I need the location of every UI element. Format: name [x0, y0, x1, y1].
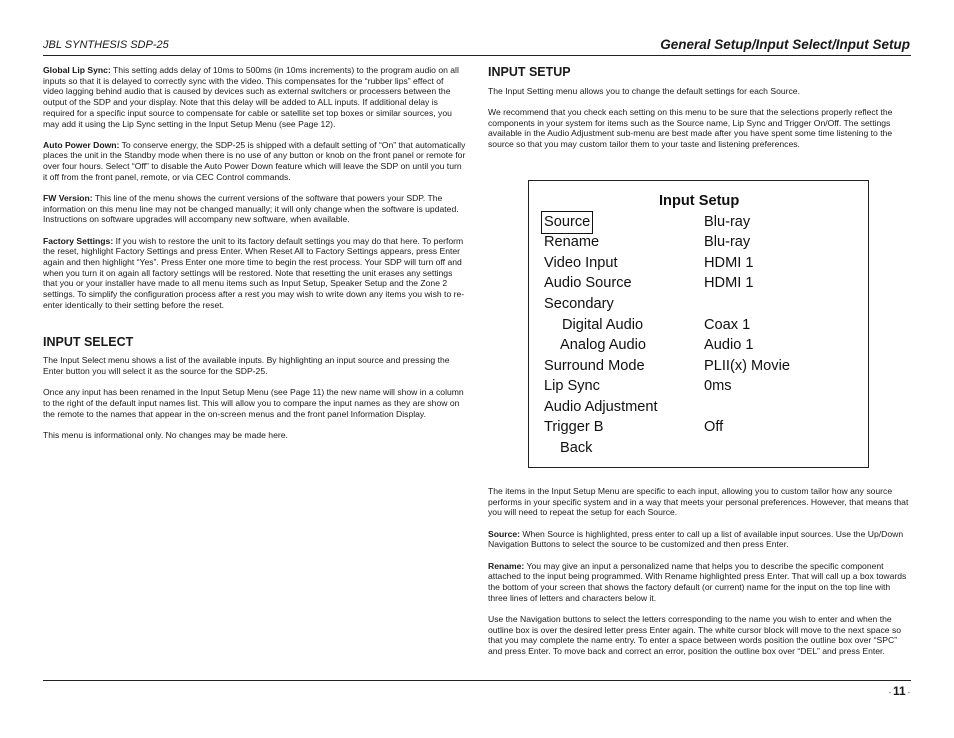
input-setup-heading: INPUT SETUP	[488, 65, 571, 79]
source-paragraph	[488, 529, 911, 550]
input-select-paragraph-3: This menu is informational only. No changes may be made here.	[43, 429, 288, 440]
header-section-title: General Setup/Input Select/Input Setup	[660, 37, 910, 52]
auto-power-down-paragraph	[43, 140, 466, 183]
factory-settings-text: If you wish to restore the unit to its factory default settings you may do that here. To perform the reset, highlight Factory Settings and press Enter. When Reset All to Factory Settings appears, press Enter again and then highlight “Yes”. Press Enter one more time to begin the rest process. Your SDP will turn off and when you turn it on again all factory settings will be restored. Note that resetting the unit erases any settings that you or your installer have made to all menu items such as Input Setup, Speaker Setup and the Zone 2 settings. To simplify the configuration process after a rest you may wish to write down any items you wish to re-enter identically to their setting before the reset.	[43, 235, 465, 310]
menu-label-secondary: Secondary	[544, 296, 614, 312]
term-factory-settings: Factory Settings:	[43, 235, 114, 246]
page-dash-right: -	[905, 690, 910, 697]
menu-label-rename: Rename	[544, 234, 600, 250]
input-setup-menu-screenshot	[528, 180, 869, 468]
fw-version-paragraph	[43, 193, 466, 225]
navigation-paragraph: Use the Navigation buttons to select the letters corresponding to the name you wish to enter and when the outline box is over the desired letter press Enter again. The white cursor block will move to the next space so that you may complete the name entry. To enter a space between words position the outline box over “SPC” and press Enter. To move back and correct an error, position the outline box over “DEL” and press Enter.	[488, 613, 902, 656]
menu-value-source: Blu-ray	[704, 214, 751, 230]
menu-value-audio-source: HDMI 1	[704, 275, 754, 291]
left-column	[43, 65, 466, 451]
menu-label-audio-source: Audio Source	[544, 275, 632, 291]
source-text: When Source is highlighted, press enter to call up a list of available input sources. Use the Up/Down Navigation Buttons to select the source to be customized and then press Enter.	[488, 528, 904, 550]
input-setup-paragraph-1: The Input Setting menu allows you to change the default settings for each Source.	[488, 85, 800, 96]
menu-label-digital-audio: Digital Audio	[562, 317, 644, 333]
term-global-lip-sync: Global Lip Sync:	[43, 65, 111, 75]
menu-label-source: Source	[542, 212, 592, 233]
rename-paragraph	[488, 561, 911, 604]
menu-value-analog-audio: Audio 1	[704, 337, 754, 353]
page-number-value: 11	[893, 684, 906, 698]
menu-label-video-input: Video Input	[544, 255, 618, 271]
menu-label-analog-audio: Analog Audio	[560, 337, 647, 353]
menu-label-lip-sync: Lip Sync	[544, 378, 600, 394]
rename-text: You may give an input a personalized name that helps you to describe the specific component attached to the input being programmed. With Rename highlighted press Enter. That will call up a box towards the bottom of your screen that shows the factory default (or current) name for the input on the top line with three lines of letters and characters below it.	[488, 560, 907, 603]
menu-label-trigger-b: Trigger B	[544, 419, 604, 435]
page-dash-left: -	[888, 690, 894, 697]
input-setup-paragraph-3: The items in the Input Setup Menu are specific to each input, allowing you to custom tailor how any source performs in your specific system and in a way that meets your personal preferences. However, that means that you will need to repeat the setup for each Source.	[488, 486, 909, 518]
right-column-bottom	[488, 486, 911, 667]
term-auto-power-down: Auto Power Down:	[43, 139, 120, 150]
term-fw-version: FW Version:	[43, 193, 93, 204]
footer-rule	[43, 680, 911, 681]
header-product-name: JBL SYNTHESIS SDP-25	[43, 39, 169, 51]
global-lip-sync-paragraph	[43, 65, 466, 129]
term-source: Source:	[488, 528, 520, 539]
auto-power-down-text: To conserve energy, the SDP-25 is shipped with a default setting of “On” that automatically places the unit in the Standby mode when there is no use of any button or knob on the front panel or remote for over four hours. Select “Off” to disable the Auto Power Down feature which will leave the SDP on until you turn it off from the front panel, remote, or via CEC Control commands.	[43, 139, 466, 182]
page-number	[889, 684, 910, 698]
menu-value-trigger-b: Off	[704, 419, 724, 435]
menu-value-surround-mode: PLII(x) Movie	[704, 358, 790, 374]
menu-value-digital-audio: Coax 1	[704, 317, 751, 333]
menu-value-rename: Blu-ray	[704, 234, 751, 250]
input-select-paragraph-1: The Input Select menu shows a list of the available inputs. By highlighting an input source and pressing the Enter button you will select it as the source for the SDP-25.	[43, 355, 450, 376]
factory-settings-paragraph	[43, 236, 466, 311]
global-lip-sync-text: This setting adds delay of 10ms to 500ms (in 10ms increments) to the program audio on all inputs so that it is delayed to correctly sync with the video. This compensates for the “rubber lips” effect of video lagging behind audio that is caused by devices such as external switchers or processers between the output of the SDP and your display. Note that this delay will be added to ALL inputs. If additional delay is required for a specific input source to compensate for cable or satellite set top boxes or similar sources, you may add it using the Lip Sync setting in the Input Setup Menu (see Page 12).	[43, 65, 459, 129]
input-select-heading: INPUT SELECT	[43, 334, 134, 349]
menu-label-back: Back	[560, 440, 593, 456]
input-setup-paragraph-2: We recommend that you check each setting on this menu to be sure that the selections properly reflect the components in your system for items such as the Source name, Lip Sync and Trigger On/Off. The settings available in the Audio Adjustment sub-menu are best made after you have spent some time listening to the source so that you may custom tailor them to your taste and listening preferences.	[488, 106, 893, 150]
term-rename: Rename:	[488, 560, 525, 571]
input-select-paragraph-2: Once any input has been renamed in the Input Setup Menu (see Page 11) the new name will show in a column to the right of the default input names list. This will allow you to compare the input names as they are show on the remote to the names that appear in the on-screen menus and the front panel Information Display.	[43, 387, 464, 419]
menu-label-audio-adjustment: Audio Adjustment	[544, 399, 658, 415]
menu-label-surround-mode: Surround Mode	[544, 358, 645, 374]
menu-title: Input Setup	[659, 193, 740, 209]
menu-value-lip-sync: 0ms	[704, 378, 732, 394]
right-column-top	[488, 65, 911, 160]
header-rule	[43, 55, 911, 56]
fw-version-text: This line of the menu shows the current versions of the software that powers your SDP. The information on this menu line may not be changed manually; it will only change when the software is updated. Instructions on software upgrades will accompany new software, when available.	[43, 193, 459, 225]
menu-value-video-input: HDMI 1	[704, 255, 754, 271]
